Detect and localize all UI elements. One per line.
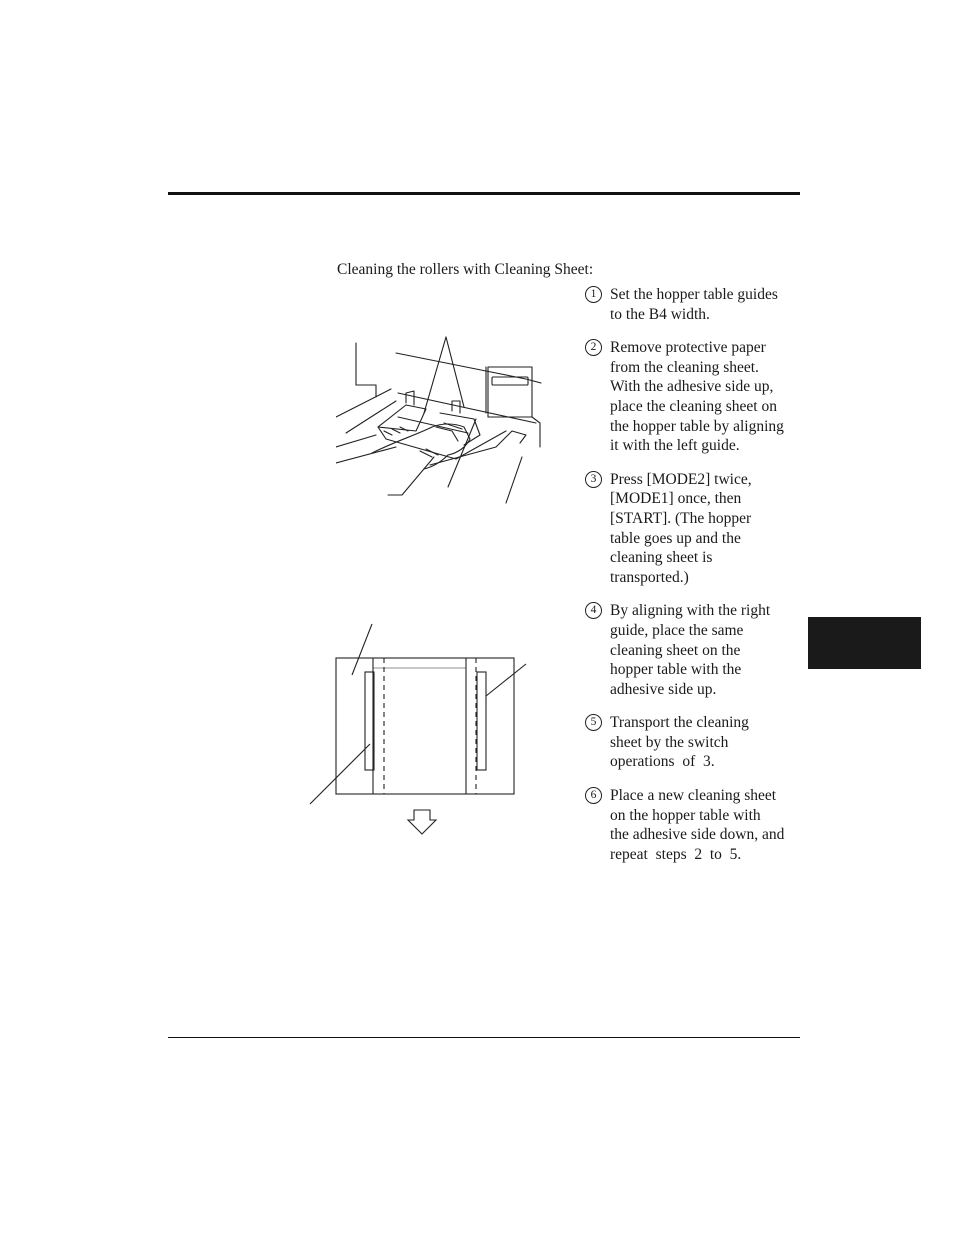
step-2 [584, 338, 804, 456]
step-text: Press [MODE2] twice, [MODE1] once, then [START]. (The hopper table goes up and the cleaning sheet is transported.) [610, 470, 752, 586]
step-text: Set the hopper table guides to the B4 width. [610, 286, 778, 323]
step-number: 5 [585, 714, 602, 731]
section-tab [808, 617, 921, 669]
step-text: Transport the cleaning sheet by the switch operations of 3. [610, 714, 749, 771]
step-text: Remove protective paper from the cleaning sheet. With the adhesive side up, place the cleaning sheet on the hopper table by aligning it with the left guide. [610, 339, 784, 455]
hopper-table-illustration [336, 335, 548, 510]
step-5 [584, 713, 804, 772]
step-text: Place a new cleaning sheet on the hopper table with the adhesive side down, and repeat steps 2 to 5. [610, 787, 785, 863]
step-number: 3 [585, 471, 602, 488]
step-number: 2 [585, 339, 602, 356]
step-number: 1 [585, 286, 602, 303]
step-text: By aligning with the right guide, place the same cleaning sheet on the hopper table with the adhesive side up. [610, 602, 771, 698]
header-rule [168, 192, 800, 195]
feed-direction-arrow-icon [408, 810, 436, 834]
intro-text: Cleaning the rollers with Cleaning Sheet: [337, 261, 594, 278]
step-number: 4 [585, 602, 602, 619]
cleaning-sheet-diagram [302, 620, 530, 840]
step-1 [584, 285, 804, 324]
step-list [584, 285, 804, 864]
step-3 [584, 470, 804, 588]
step-4 [584, 601, 804, 699]
step-6 [584, 786, 804, 864]
step-number: 6 [585, 787, 602, 804]
footer-rule [168, 1037, 800, 1038]
